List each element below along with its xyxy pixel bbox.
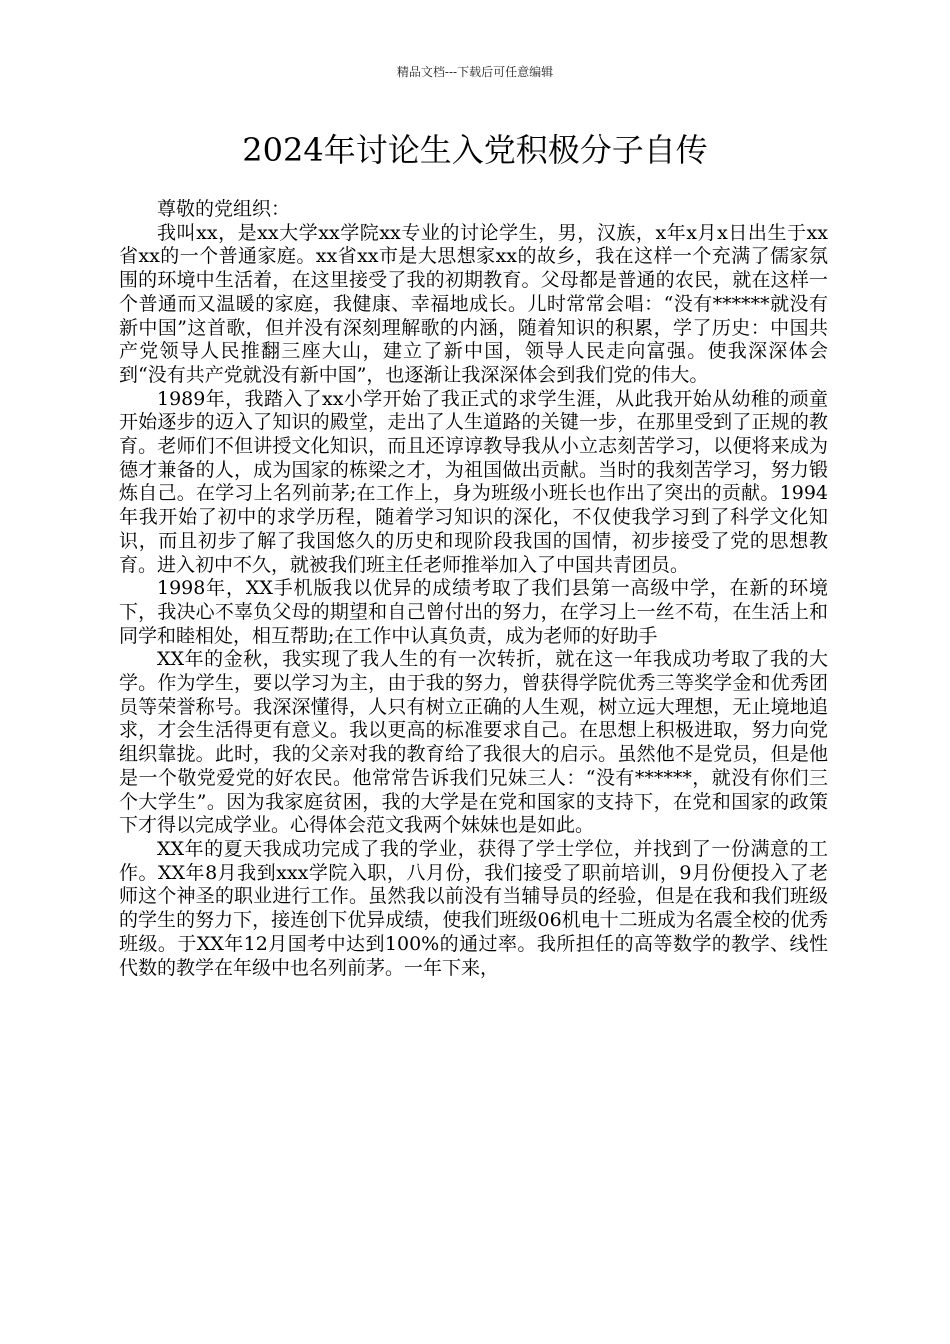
paragraph-intro: 我叫xx，是xx大学xx学院xx专业的讨论学生，男，汉族，x年x月x日出生于xx省xx的一个普通家庭。xx省xx市是大思想家xx的故乡，我在这样一个充满了儒家氛围的环境中生活着，在这里接受了我的初期教育。父母都是普通的农民，就在这样一个普通而又温暖的家庭，我健康、幸福地成长。儿时常常会唱：“没有******就没有新中国”这首歌，但并没有深刻理解歌的内涵，随着知识的积累，学了历史：中国共产党领导人民推翻三座大山，建立了新中国，领导人民走向富强。使我深深体会到“没有共产党就没有新中国”，也逐渐让我深深体会到我们党的伟大。 xyxy=(119,221,828,386)
document-body xyxy=(119,198,828,980)
paragraph-high-school: 1998年，XX手机版我以优异的成绩考取了我们县第一高级中学，在新的环境下，我决心不辜负父母的期望和自己曾付出的努力，在学习上一丝不苟，在生活上和同学和睦相处，相互帮助;在工作中认真负责，成为老师的好助手 xyxy=(119,577,828,647)
paragraph-university: XX年的金秋，我实现了我人生的有一次转折，就在这一年我成功考取了我的大学。作为学生，要以学习为主，由于我的努力，曾获得学院优秀三等奖学金和优秀团员等荣誉称号。我深深懂得，人只有树立正确的人生观，树立远大理想，无止境地追求，才会生活得更有意义。我以更高的标准要求自己。在思想上积极进取，努力向党组织靠拢。此时，我的父亲对我的教育给了我很大的启示。虽然他不是党员，但是他是一个敬党爱党的好农民。他常常告诉我们兄妹三人：“没有******，就没有你们三个大学生”。因为我家庭贫困，我的大学是在党和国家的支持下，在党和国家的政策下才得以完成学业。心得体会范文我两个妹妹也是如此。 xyxy=(119,648,828,837)
paragraph-primary-school: 1989年，我踏入了xx小学开始了我正式的求学生涯，从此我开始从幼稚的顽童开始逐步的迈入了知识的殿堂，走出了人生道路的关键一步，在那里受到了正规的教育。老师们不但讲授文化知识，而且还谆谆教导我从小立志刻苦学习，以便将来成为德才兼备的人，成为国家的栋梁之才，为祖国做出贡献。当时的我刻苦学习，努力锻炼自己。在学习上名列前茅;在工作上，身为班级小班长也作出了突出的贡献。1994年我开始了初中的求学历程，随着学习知识的深化，不仅使我学习到了科学文化知识，而且初步了解了我国悠久的历史和现阶段我国的国情，初步接受了党的思想教育。进入初中不久，就被我们班主任老师推举加入了中国共青团员。 xyxy=(119,387,828,576)
page-header: 精品文档---下载后可任意编辑 xyxy=(396,65,554,79)
document-title: 2024年讨论生入党积极分子自传 xyxy=(242,131,708,169)
paragraph-work: XX年的夏天我成功完成了我的学业，获得了学士学位，并找到了一份满意的工作。XX年8月我到xxx学院入职，八月份，我们接受了职前培训，9月份便投入了老师这个神圣的职业进行工作。虽然我以前没有当辅导员的经验，但是在我和我们班级的学生的努力下，接连创下优异成绩，使我们班级06机电十二班成为名震全校的优秀班级。于XX年12月国考中达到100%的通过率。我所担任的高等数学的教学、线性代数的教学在年级中也名列前茅。一年下来， xyxy=(119,837,828,979)
salutation: 尊敬的党组织： xyxy=(157,198,291,220)
